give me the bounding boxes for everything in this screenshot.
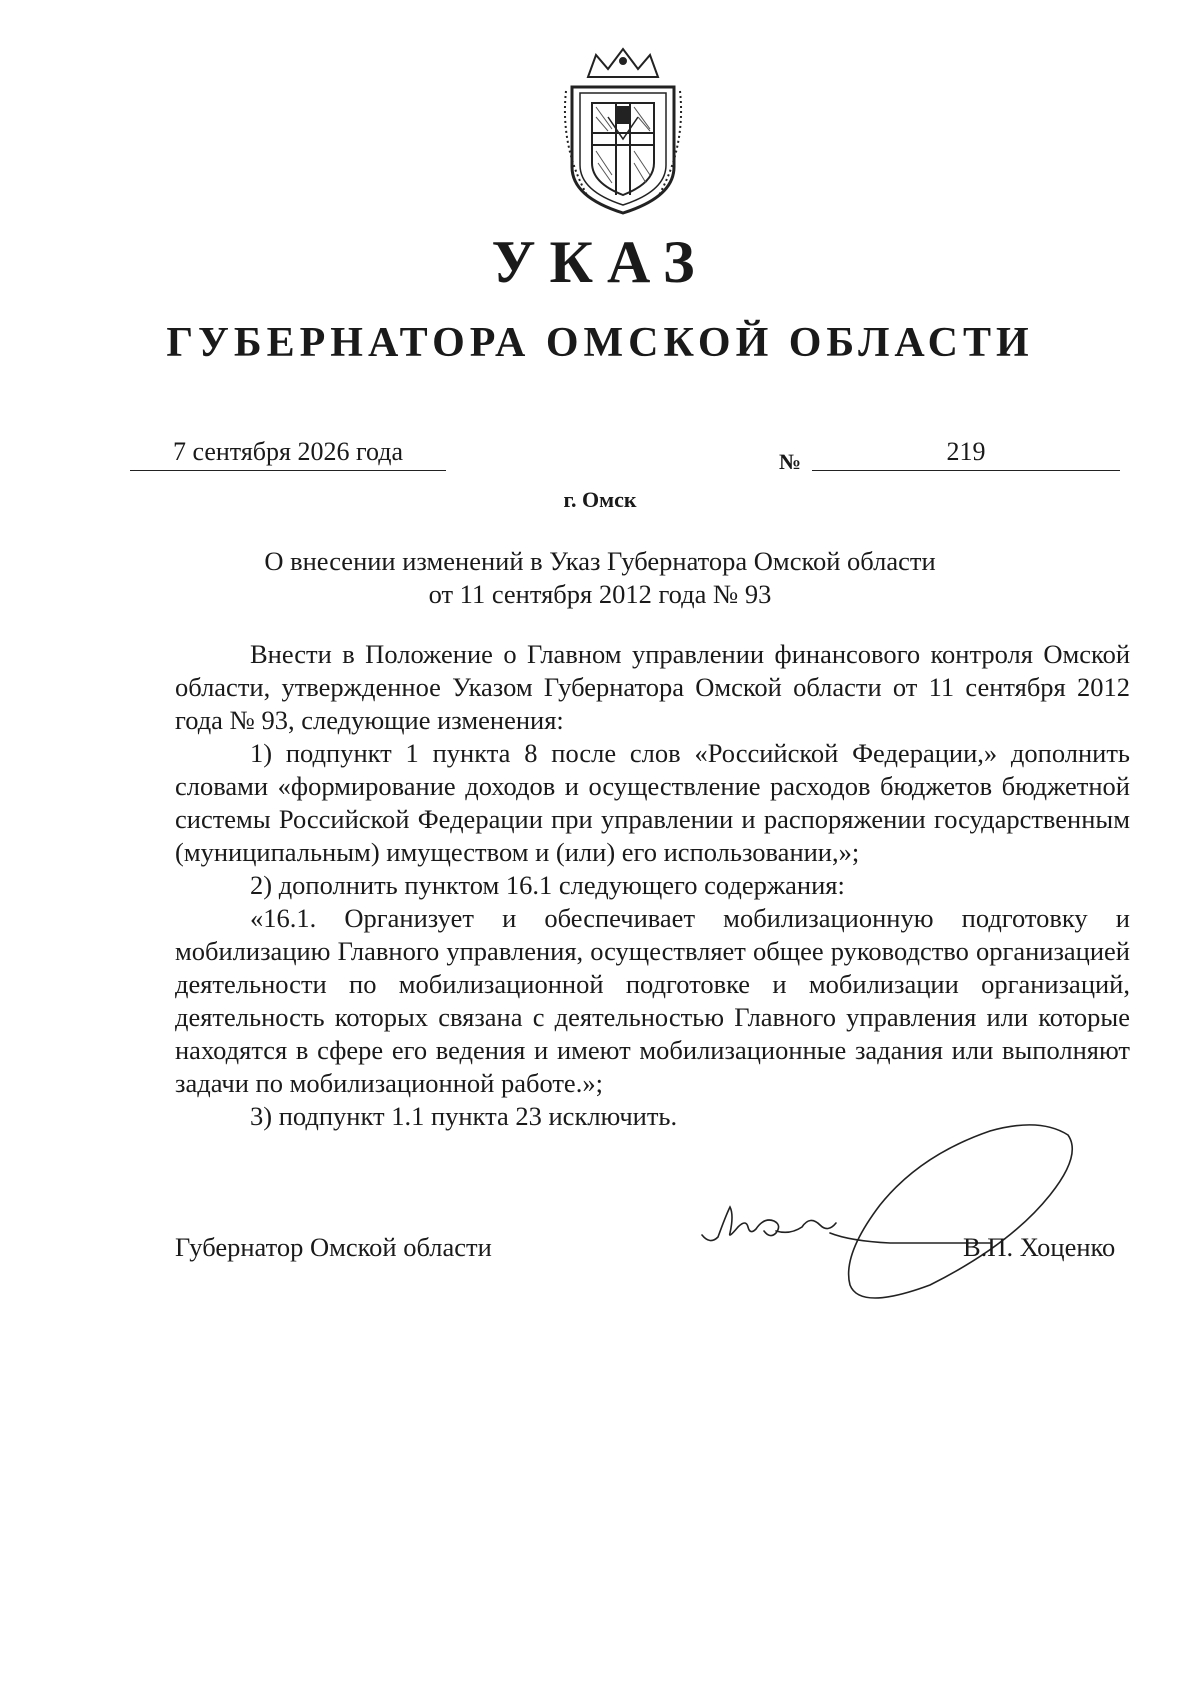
body-paragraph-intro: Внести в Положение о Главном управлении финансового контроля Омской области, утвержденное Указом Губернатора Омской области от 11 сентября 2012 года № 93, следующие изменения: [175, 639, 1130, 735]
document-body [175, 638, 1130, 1133]
body-paragraph-quote: «16.1. Организует и обеспечивает мобилизационную подготовку и мобилизацию Главного управления, осуществляет общее руководство организацией деятельности по мобилизационной подготовке и мобилизации организаций, деятельность которых связана с деятельностью Главного управления или которые находятся в сфере его ведения и имеют мобилизационные задания или выполняют задачи по мобилизационной работе.»; [175, 903, 1130, 1098]
body-paragraph-item-3: 3) подпункт 1.1 пункта 23 исключить. [250, 1101, 678, 1131]
document-subtitle: ГУБЕРНАТОРА ОМСКОЙ ОБЛАСТИ [166, 320, 1034, 366]
handwritten-signature [690, 1115, 1110, 1305]
body-paragraph-item-2: 2) дополнить пунктом 16.1 следующего содержания: [250, 870, 845, 900]
signatory-name: В.П. Хоценко [963, 1232, 1116, 1262]
subject-line-1: О внесении изменений в Указ Губернатора Омской области [264, 546, 936, 576]
signatory-position: Губернатор Омской области [175, 1232, 492, 1262]
coat-of-arms-emblem [558, 47, 688, 217]
document-title: УКАЗ [491, 229, 709, 295]
subject-line-2: от 11 сентября 2012 года № 93 [428, 579, 772, 609]
number-sign: № [779, 449, 802, 474]
document-number: 219 [812, 437, 1120, 471]
document-city: г. Омск [563, 487, 637, 512]
body-paragraph-item-1: 1) подпункт 1 пункта 8 после слов «Российской Федерации,» дополнить словами «формирование доходов и осуществление расходов бюджетов бюджетной системы Российской Федерации при управлении и распоряжении государственным (муниципальным) имуществом и (или) его использовании,»; [175, 738, 1130, 867]
document-date: 7 сентября 2026 года [130, 437, 446, 471]
document-subject [0, 545, 1200, 611]
